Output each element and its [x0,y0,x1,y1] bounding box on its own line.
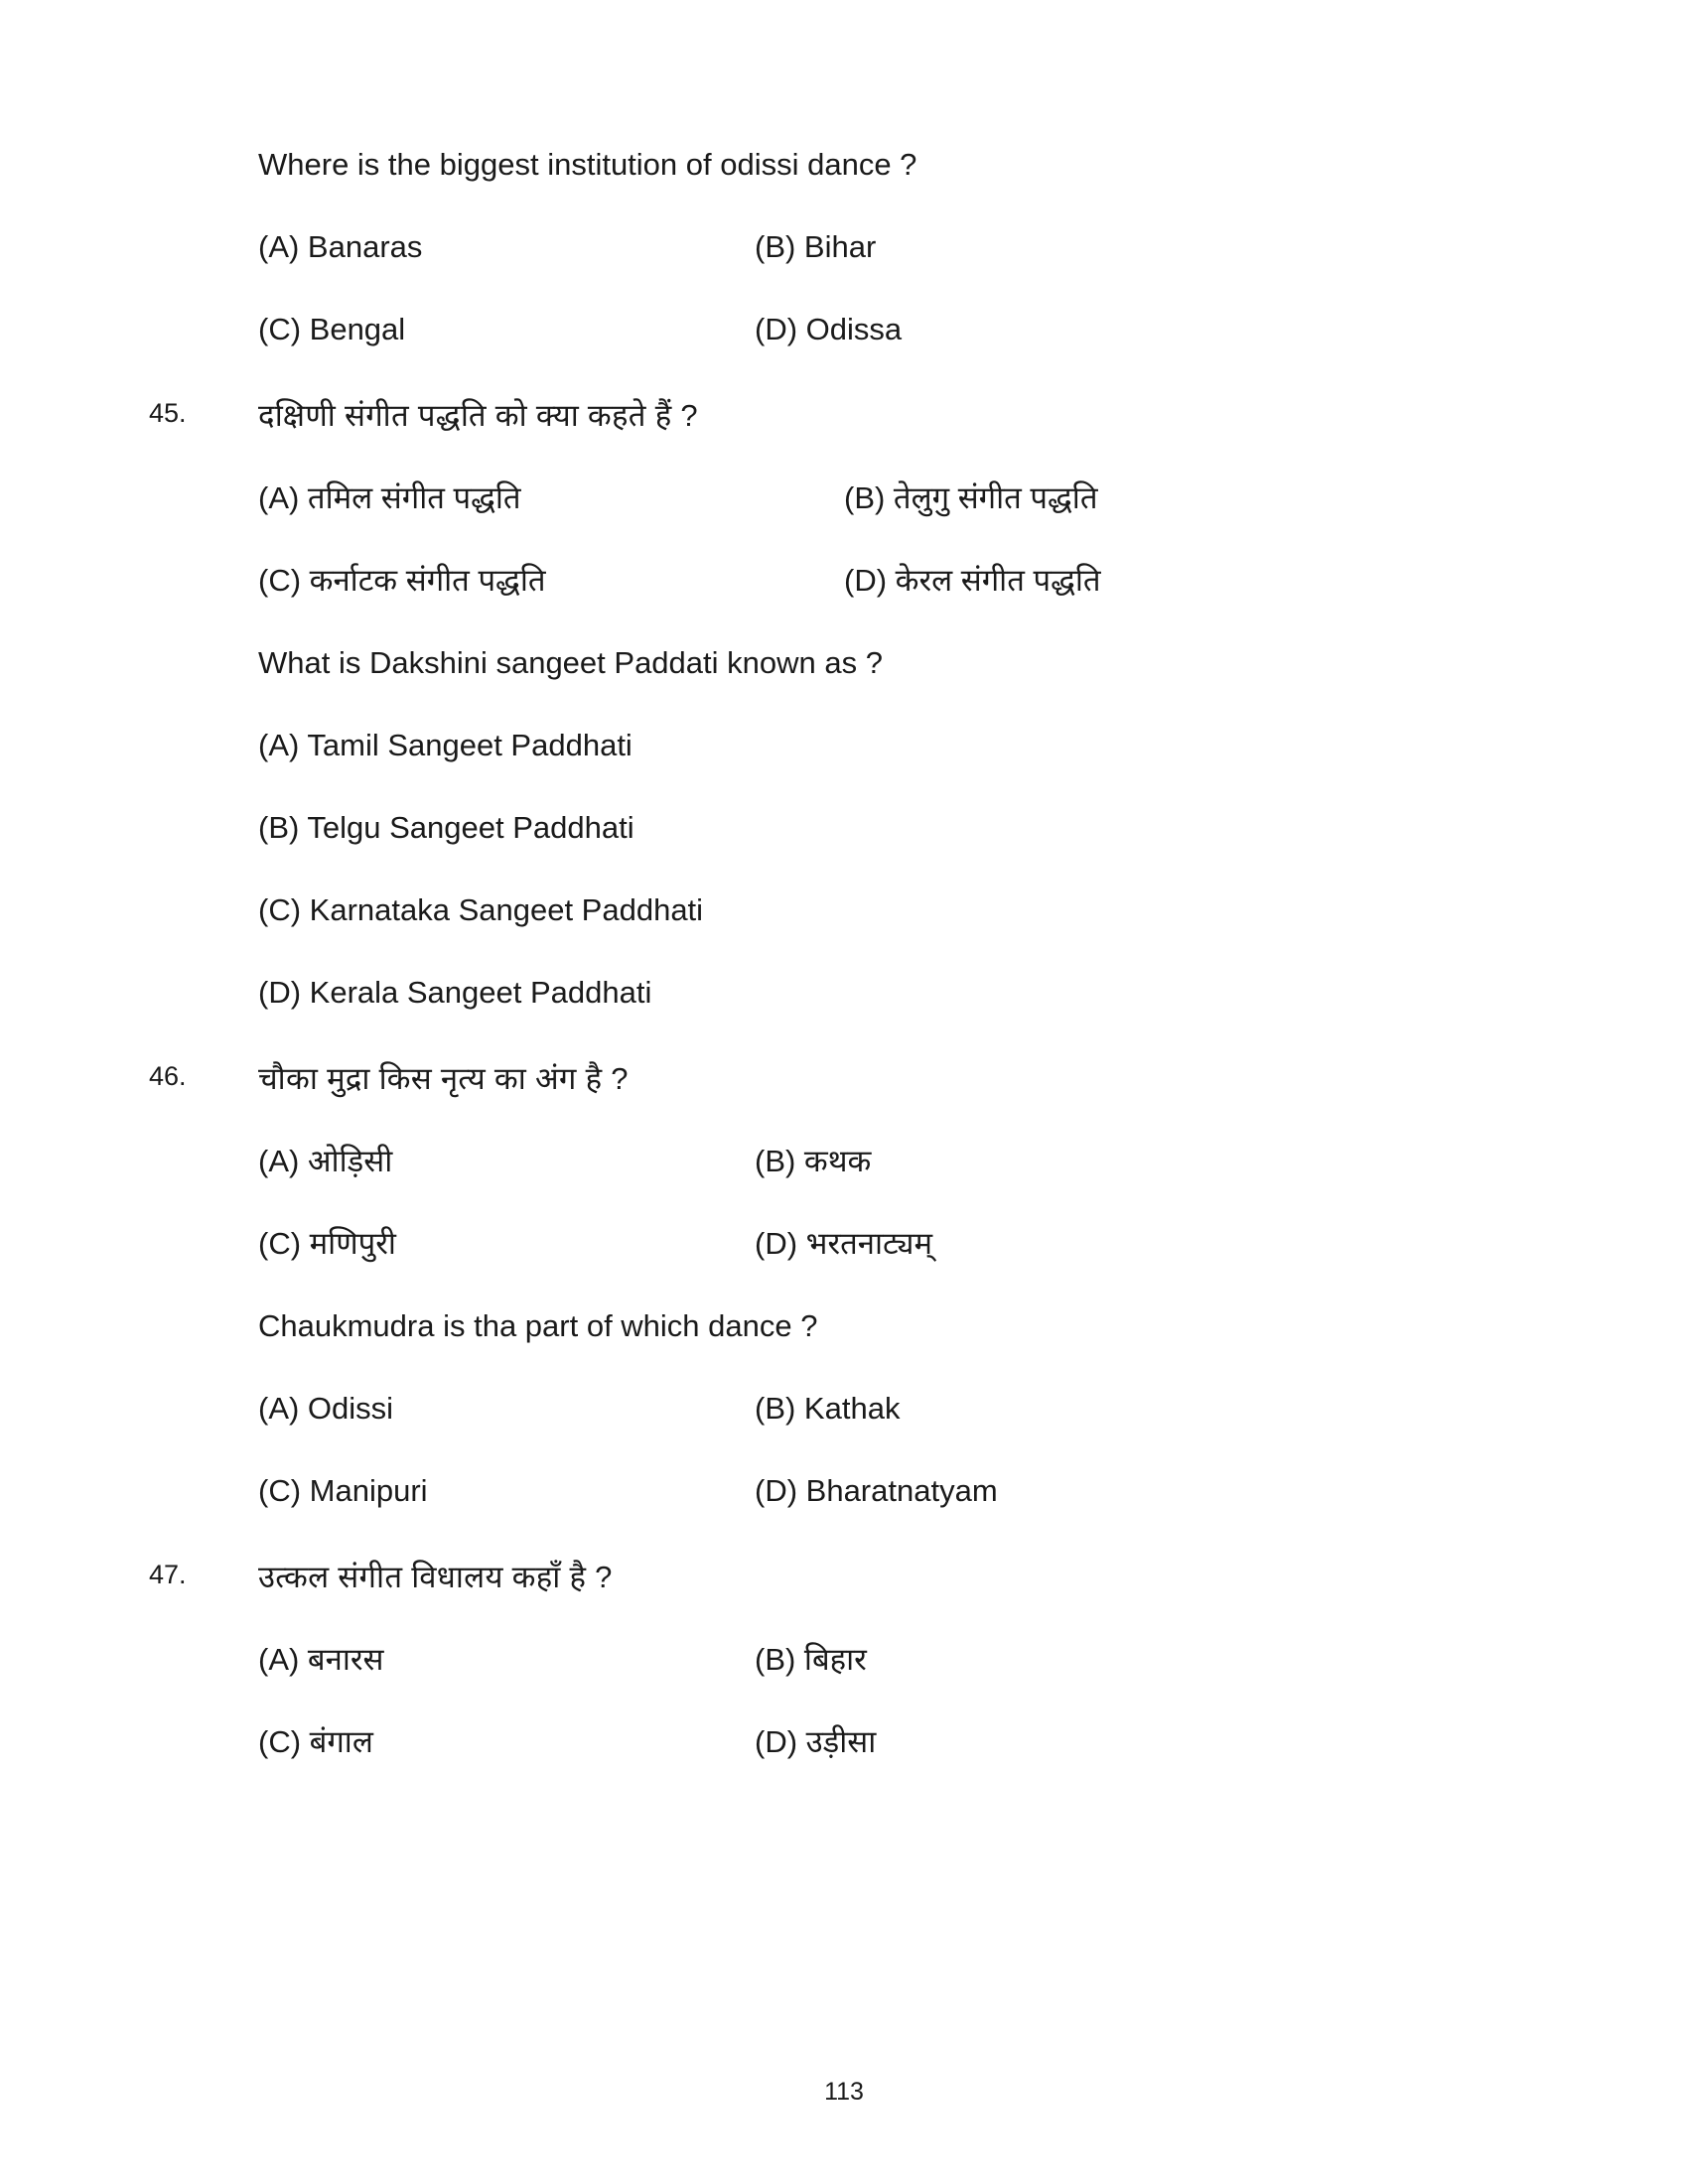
question-block-47 [149,1560,1489,1759]
option-row [258,1726,1489,1757]
option-a-english[interactable]: (A) Odissi [258,1391,394,1426]
option-row [258,1228,1489,1259]
option-a-hindi[interactable]: (A) बनारस [258,1642,384,1677]
option-b-english[interactable]: (B) Telgu Sangeet Paddhati [258,810,634,845]
question-number: 47. [149,1560,187,1589]
option-b-hindi[interactable]: (B) कथक [755,1144,872,1178]
option-row [258,314,1489,344]
question-stem-english: Chaukmudra is tha part of which dance ? [258,1308,818,1343]
question-stem-english: What is Dakshini sangeet Paddati known as ? [258,645,883,680]
option-c-hindi[interactable]: (C) कर्नाटक संगीत पद्धति [258,563,546,598]
option-a-hindi[interactable]: (A) ओड़िसी [258,1144,393,1178]
question-number: 46. [149,1061,187,1091]
option-c-english[interactable]: (C) Manipuri [258,1473,428,1508]
option-d[interactable]: (D) Odissa [755,312,903,346]
question-stem-hindi: दक्षिणी संगीत पद्धति को क्या कहते हैं ? [258,398,698,433]
option-a-hindi[interactable]: (A) तमिल संगीत पद्धति [258,480,521,515]
question-number: 45. [149,398,187,428]
option-c-english[interactable]: (C) Karnataka Sangeet Paddhati [258,892,704,927]
option-a[interactable]: (A) Banaras [258,229,423,264]
option-b-english[interactable]: (B) Kathak [755,1391,901,1426]
option-row [258,1475,1489,1506]
question-block-45 [149,398,1489,1010]
option-d-hindi[interactable]: (D) उड़ीसा [755,1724,877,1759]
option-b-hindi[interactable]: (B) तेलुगु संगीत पद्धति [844,480,1098,515]
option-c-hindi[interactable]: (C) मणिपुरी [258,1226,396,1261]
question-stem-english: Where is the biggest institution of odissi dance ? [258,147,917,182]
option-b-hindi[interactable]: (B) बिहार [755,1642,867,1677]
option-row [258,482,1489,513]
option-c[interactable]: (C) Bengal [258,312,406,346]
option-row [258,231,1489,262]
option-d-english[interactable]: (D) Bharatnatyam [755,1473,998,1508]
option-row [258,1644,1489,1675]
option-d-hindi[interactable]: (D) केरल संगीत पद्धति [844,563,1101,598]
question-block-46 [149,1061,1489,1508]
option-row [258,1393,1489,1424]
option-c-hindi[interactable]: (C) बंगाल [258,1724,373,1759]
option-d-english[interactable]: (D) Kerala Sangeet Paddhati [258,975,652,1010]
option-row [258,565,1489,596]
question-block-carryover [258,149,1489,344]
question-stem-hindi: चौका मुद्रा किस नृत्य का अंग है ? [258,1061,629,1096]
option-b[interactable]: (B) Bihar [755,229,877,264]
page-number: 113 [824,2078,864,2106]
question-stem-hindi: उत्कल संगीत विधालय कहाँ है ? [258,1560,613,1594]
option-a-english[interactable]: (A) Tamil Sangeet Paddhati [258,728,633,762]
option-d-hindi[interactable]: (D) भरतनाट्यम् [755,1226,933,1261]
option-row [258,1146,1489,1176]
